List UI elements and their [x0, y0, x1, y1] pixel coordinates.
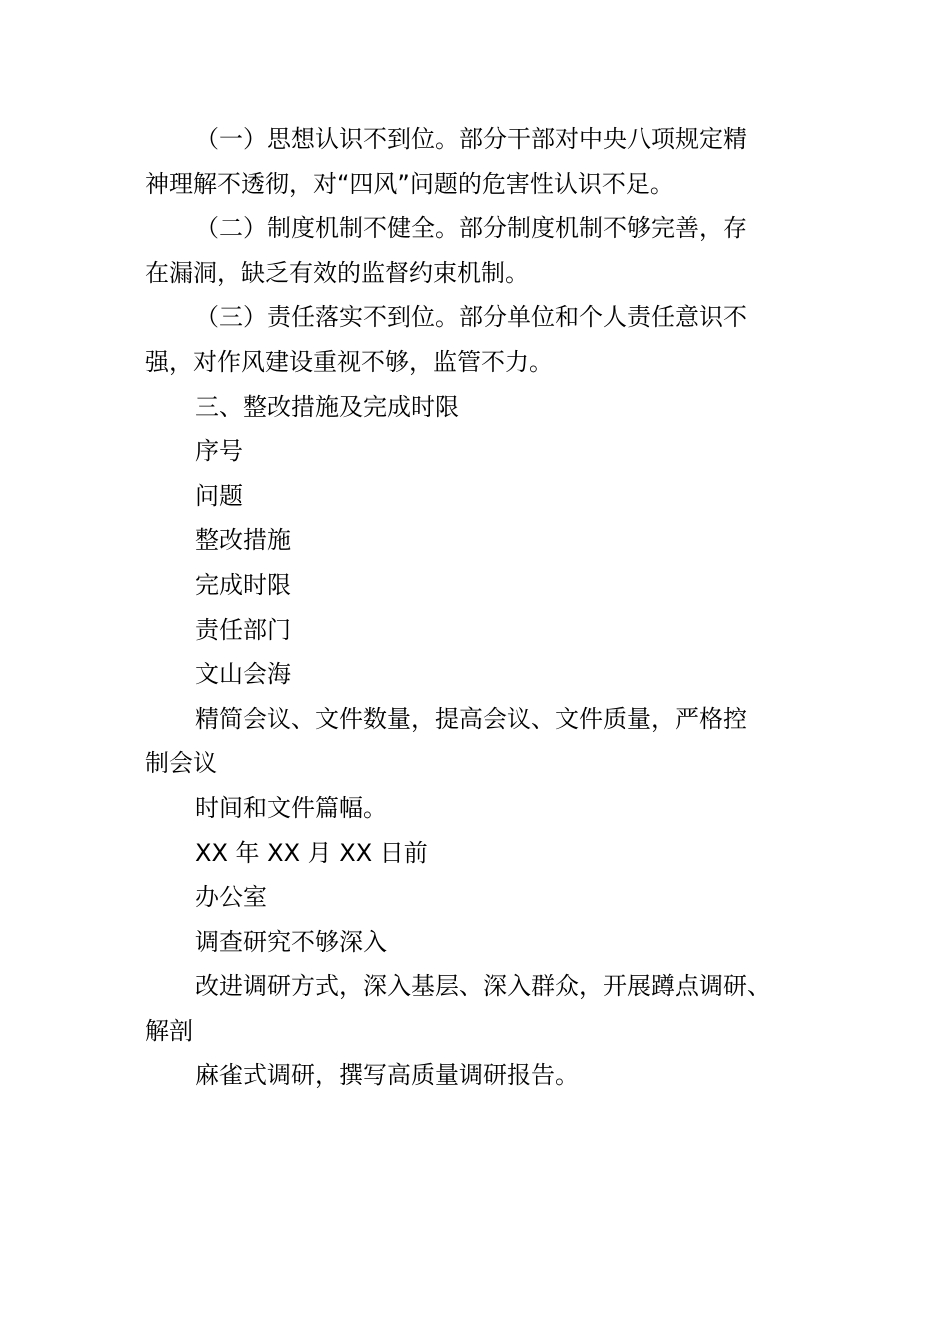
row1-problem: 文山会海 — [195, 660, 291, 689]
row2-measures — [145, 964, 817, 1053]
section-heading: 三、整改措施及完成时限 — [195, 392, 459, 421]
row1-deadline: XX 年 XX 月 XX 日前 — [195, 838, 428, 867]
paragraph-line: 在漏洞，缺乏有效的监督约束机制。 — [145, 258, 529, 287]
paragraph-institution — [145, 206, 817, 295]
row1-measures-continued: 时间和文件篇幅。 — [195, 793, 387, 822]
paragraph-line: （一）思想认识不到位。部分干部对中央八项规定精 — [195, 125, 747, 153]
row1-department: 办公室 — [195, 883, 267, 912]
table-header-index: 序号 — [195, 437, 243, 466]
paragraph-line: 强，对作风建设重视不够，监管不力。 — [145, 347, 553, 376]
row2-measures-continued: 麻雀式调研，撰写高质量调研报告。 — [195, 1061, 579, 1090]
row2-problem: 调查研究不够深入 — [195, 927, 387, 956]
paragraph-line: 精简会议、文件数量，提高会议、文件质量，严格控 — [195, 704, 747, 733]
paragraph-responsibility — [145, 295, 817, 384]
paragraph-line: 解剖 — [145, 1016, 193, 1045]
table-header-measures: 整改措施 — [195, 526, 291, 555]
document-body — [145, 117, 817, 1098]
row1-measures — [145, 697, 817, 786]
paragraph-line: （二）制度机制不健全。部分制度机制不够完善，存 — [195, 214, 747, 243]
table-header-deadline: 完成时限 — [195, 570, 291, 599]
paragraph-line: 改进调研方式，深入基层、深入群众，开展蹲点调研、 — [195, 972, 771, 1001]
paragraph-line: 神理解不透彻，对“四风”问题的危害性认识不足。 — [145, 169, 674, 198]
table-header-department: 责任部门 — [195, 615, 291, 644]
paragraph-line: 制会议 — [145, 749, 217, 778]
table-header-problem: 问题 — [195, 481, 243, 510]
paragraph-ideology — [145, 117, 817, 206]
paragraph-line: （三）责任落实不到位。部分单位和个人责任意识不 — [195, 303, 747, 332]
